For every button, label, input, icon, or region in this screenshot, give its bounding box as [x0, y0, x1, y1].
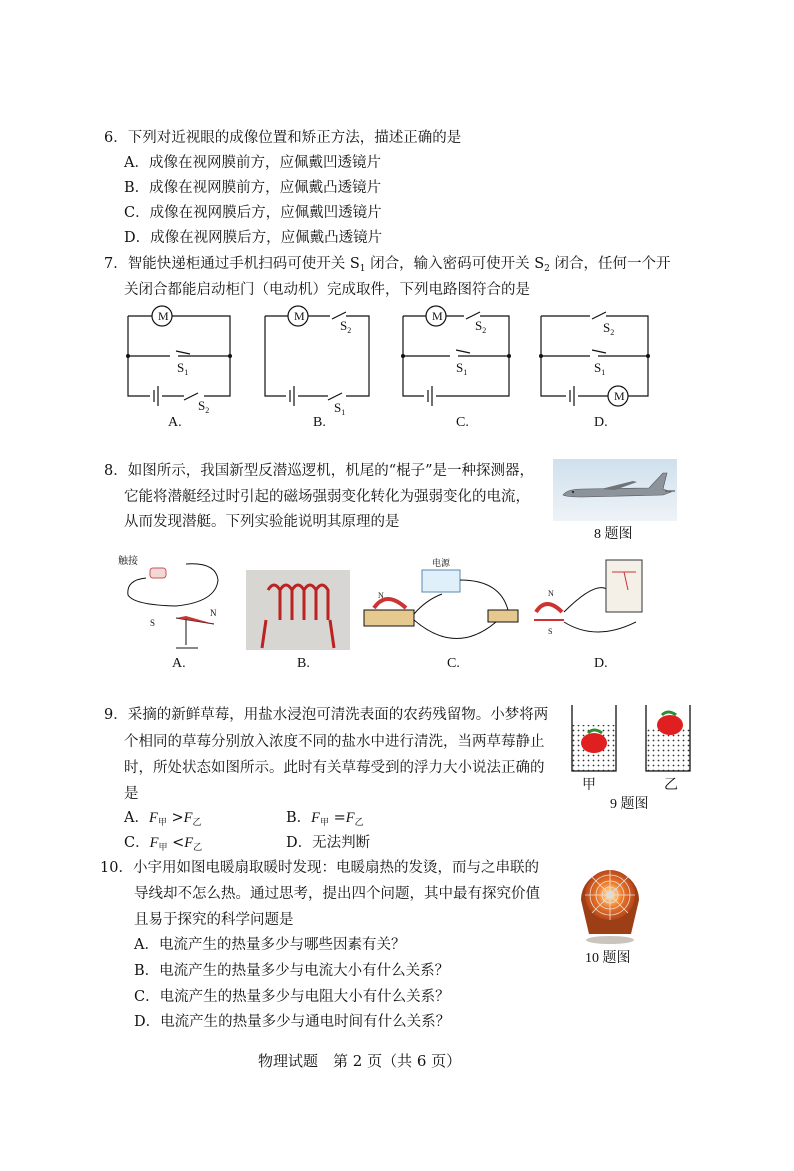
q10-figure-caption: 10 题图 — [585, 951, 631, 966]
electric-heater-image — [573, 860, 647, 944]
s2-label-a: $S_2$ — [198, 398, 210, 415]
beaker-jia-label: 甲 — [582, 778, 596, 793]
q8-experiments — [116, 550, 646, 655]
q9-stem-line2: 个相同的草莓分别放入浓度不同的盐水中进行清洗，当两草莓静止 — [124, 734, 545, 750]
q10-option-d: D．电流产生的热量多少与通电时间有什么关系？ — [134, 1014, 451, 1030]
circuit-d — [541, 312, 648, 406]
motor-label-d: M — [614, 389, 625, 403]
q6-option-d: D．成像在视网膜后方，应佩戴凸透镜片 — [124, 230, 383, 246]
q8-stem-line3: 从而发现潜艇。下列实验能说明其原理的是 — [124, 514, 400, 530]
s1-label-b: $S_1$ — [334, 400, 346, 417]
q9-option-b: B．$F_甲 =F_乙$ — [286, 810, 364, 828]
circuit-b — [265, 306, 369, 406]
s2-label-d: $S_2$ — [603, 320, 615, 337]
q9-option-d: D．无法判断 — [286, 835, 371, 851]
motor-label-b: M — [294, 309, 305, 323]
q7-stem-line2: 关闭合都能启动柜门（电动机）完成取件，下列电路图符合的是 — [124, 282, 530, 298]
circuit-c — [403, 306, 509, 406]
motor-label-c: M — [432, 309, 443, 323]
q9-stem-line1: 9．采摘的新鲜草莓，用盐水浸泡可清洗表面的农药残留物。小梦将两 — [104, 707, 549, 723]
circuit-a — [128, 306, 230, 406]
page-footer: 物理试题 第 2 页（共 6 页） — [258, 1052, 462, 1070]
q8-label-b: B. — [297, 656, 310, 671]
beaker-yi-label: 乙 — [664, 778, 678, 793]
q9-stem-line3: 时，所处状态如图所示。此时有关草莓受到的浮力大小说法正确的 — [124, 760, 545, 776]
s1-label-c: $S_1$ — [456, 360, 468, 377]
q9-option-a: A．$F_甲 >F_乙$ — [124, 810, 202, 828]
q10-option-b: B．电流产生的热量多少与电流大小有什么关系？ — [134, 963, 450, 979]
q10-option-c: C．电流产生的热量多少与电阻大小有什么关系？ — [134, 989, 450, 1005]
q10-option-a: A．电流产生的热量多少与哪些因素有关？ — [134, 937, 406, 953]
s2-label-c: $S_2$ — [475, 318, 487, 335]
q8-stem-line2: 它能将潜艇经过时引起的磁场强弱变化转化为强弱变化的电流， — [124, 489, 530, 505]
q7-label-a: A. — [168, 415, 182, 430]
experiment-c-motor — [364, 570, 518, 639]
compass-s-label: S — [150, 618, 156, 628]
q10-stem-line1: 10．小宇用如图电暖扇取暖时发现：电暖扇热的发烫，而与之串联的 — [100, 860, 539, 876]
q9-option-c: C．$F_甲 <F_乙$ — [124, 835, 203, 853]
q9-stem-line4: 是 — [124, 786, 139, 802]
q10-stem-line3: 且易于探究的科学问题是 — [134, 912, 294, 928]
q6-stem: 6．下列对近视眼的成像位置和矫正方法，描述正确的是 — [104, 130, 462, 146]
q9-figure-caption: 9 题图 — [610, 797, 649, 812]
q6-option-a: A．成像在视网膜前方，应佩戴凹透镜片 — [124, 155, 381, 171]
strawberry-beakers-figure — [566, 703, 696, 793]
q7-label-c: C. — [456, 415, 469, 430]
q7-label-d: D. — [594, 415, 608, 430]
s2-label-b: $S_2$ — [340, 318, 352, 335]
patrol-aircraft-image — [553, 459, 677, 521]
q8-stem-line1: 8．如图所示，我国新型反潜巡逻机，机尾的“棍子”是一种探测器， — [104, 463, 535, 479]
q6-option-b: B．成像在视网膜前方，应佩戴凸透镜片 — [124, 180, 382, 196]
motor-label-a: M — [158, 309, 169, 323]
q7-stem-line1: 7．智能快递柜通过手机扫码可使开关 $S_1$ 闭合，输入密码可使开关 $S_2$ 闭合，任何一个开 — [104, 256, 671, 274]
touch-label: 触接 — [118, 556, 138, 567]
s1-label-a: $S_1$ — [177, 360, 189, 377]
magnet-c-n-label: N — [378, 591, 384, 600]
q6-option-c: C．成像在视网膜后方，应佩戴凹透镜片 — [124, 205, 382, 221]
magnet-d-n-label: N — [548, 589, 554, 598]
power-label: 电源 — [432, 558, 451, 568]
s1-label-d: $S_1$ — [594, 360, 606, 377]
q8-label-a: A. — [172, 656, 186, 671]
q7-label-b: B. — [313, 415, 326, 430]
q8-label-d: D. — [594, 656, 608, 671]
experiment-a-wire-compass — [128, 564, 218, 648]
experiment-b-coil — [246, 570, 350, 650]
beaker-jia — [572, 705, 616, 771]
q8-figure-caption: 8 题图 — [594, 527, 633, 542]
q8-label-c: C. — [447, 656, 460, 671]
q10-stem-line2: 导线却不怎么热。通过思考，提出四个问题，其中最有探究价值 — [134, 886, 540, 902]
compass-n-label: N — [210, 608, 217, 618]
q7-circuit-diagrams — [120, 300, 650, 430]
magnet-d-s-label: S — [548, 627, 553, 636]
beaker-yi — [646, 705, 690, 771]
